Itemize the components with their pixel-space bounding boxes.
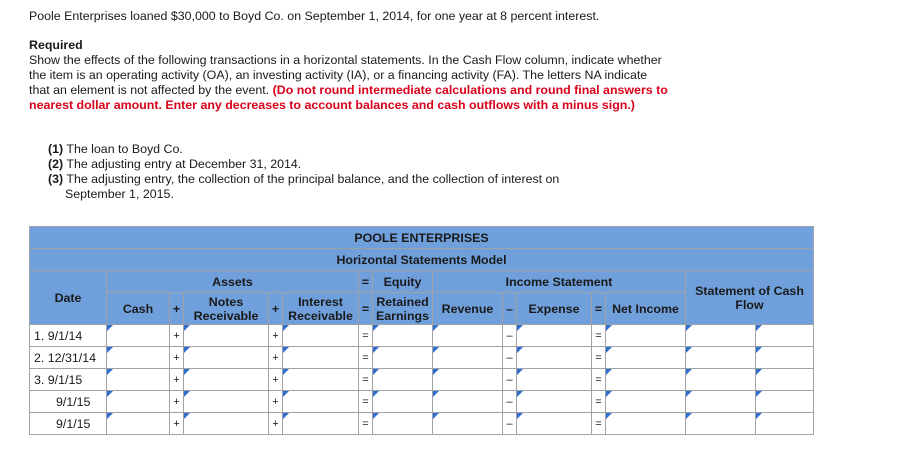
cash-input-cell bbox=[107, 391, 170, 413]
cash-input[interactable] bbox=[107, 326, 169, 345]
transaction-item-continued: September 1, 2015. bbox=[65, 187, 174, 201]
notes-receivable-input[interactable] bbox=[184, 370, 268, 389]
equals-sign: = bbox=[592, 391, 606, 413]
expense-input-cell bbox=[517, 369, 592, 391]
plus-sign: + bbox=[170, 391, 184, 413]
plus-sign: + bbox=[170, 369, 184, 391]
revenue-input-cell bbox=[433, 391, 503, 413]
interest-receivable-input[interactable] bbox=[283, 348, 358, 367]
cash-flow-activity-input-cell bbox=[756, 347, 814, 369]
equals-sign: = bbox=[359, 293, 373, 325]
revenue-input[interactable] bbox=[433, 392, 502, 411]
minus-sign: – bbox=[503, 413, 517, 435]
transaction-item: (2) The adjusting entry at December 31, 2014. bbox=[48, 157, 302, 171]
cash-flow-amount-input[interactable] bbox=[686, 414, 755, 433]
transaction-list bbox=[48, 142, 608, 202]
notes-receivable-input-cell bbox=[184, 413, 269, 435]
retained-earnings-input-cell bbox=[373, 413, 433, 435]
equals-sign: = bbox=[592, 413, 606, 435]
retained-earnings-input-cell bbox=[373, 369, 433, 391]
table-row bbox=[30, 413, 814, 435]
interest-receivable-input-cell bbox=[283, 325, 359, 347]
equals-sign: = bbox=[359, 271, 373, 293]
expense-input-cell bbox=[517, 325, 592, 347]
cash-input[interactable] bbox=[107, 414, 169, 433]
table-row bbox=[30, 347, 814, 369]
required-heading: Required bbox=[29, 38, 83, 52]
cash-flow-amount-input-cell bbox=[686, 325, 756, 347]
equals-sign: = bbox=[359, 391, 373, 413]
interest-receivable-input[interactable] bbox=[283, 326, 358, 345]
cash-input[interactable] bbox=[107, 392, 169, 411]
revenue-input-cell bbox=[433, 347, 503, 369]
net-income-input-cell bbox=[606, 391, 686, 413]
expense-input-cell bbox=[517, 413, 592, 435]
interest-receivable-header: Interest Receivable bbox=[283, 293, 359, 325]
minus-sign: – bbox=[503, 369, 517, 391]
retained-earnings-input-cell bbox=[373, 391, 433, 413]
revenue-input-cell bbox=[433, 413, 503, 435]
cash-flow-activity-input-cell bbox=[756, 413, 814, 435]
net-income-input-cell bbox=[606, 413, 686, 435]
cash-flow-amount-input-cell bbox=[686, 347, 756, 369]
equals-sign: = bbox=[359, 369, 373, 391]
assets-header: Assets bbox=[107, 271, 359, 293]
cash-flow-activity-input[interactable] bbox=[756, 370, 813, 389]
notes-receivable-input[interactable] bbox=[184, 348, 268, 367]
table-title: Horizontal Statements Model bbox=[30, 249, 814, 271]
net-income-input[interactable] bbox=[606, 348, 685, 367]
cash-flow-amount-input[interactable] bbox=[686, 370, 755, 389]
cash-input-cell bbox=[107, 347, 170, 369]
notes-receivable-input[interactable] bbox=[184, 392, 268, 411]
net-income-header: Net Income bbox=[606, 293, 686, 325]
date-header: Date bbox=[30, 271, 107, 325]
retained-earnings-input[interactable] bbox=[373, 414, 432, 433]
transaction-item: (1) The loan to Boyd Co. bbox=[48, 142, 183, 156]
plus-sign: + bbox=[269, 293, 283, 325]
notes-receivable-input[interactable] bbox=[184, 414, 268, 433]
cash-flow-activity-input-cell bbox=[756, 369, 814, 391]
notes-receivable-header: Notes Receivable bbox=[184, 293, 269, 325]
plus-sign: + bbox=[170, 413, 184, 435]
net-income-input[interactable] bbox=[606, 370, 685, 389]
transaction-item: (3) The adjusting entry, the collection of the principal balance, and the collection of interest on bbox=[48, 172, 560, 186]
plus-sign: + bbox=[170, 325, 184, 347]
cash-flow-activity-input[interactable] bbox=[756, 326, 813, 345]
minus-sign: – bbox=[503, 391, 517, 413]
net-income-input[interactable] bbox=[606, 392, 685, 411]
company-name: POOLE ENTERPRISES bbox=[30, 227, 814, 249]
interest-receivable-input-cell bbox=[283, 369, 359, 391]
rounding-warning: (Do not round intermediate calculations and round final answers to nearest dollar amount. Enter any decreases to account balances and cash outflows with a minus sign.) bbox=[29, 83, 668, 112]
cash-flow-activity-input[interactable] bbox=[756, 392, 813, 411]
cash-input-cell bbox=[107, 413, 170, 435]
required-instructions bbox=[29, 53, 669, 113]
table-row bbox=[30, 325, 814, 347]
cash-flow-amount-input[interactable] bbox=[686, 326, 755, 345]
retained-earnings-header: Retained Earnings bbox=[373, 293, 433, 325]
plus-sign: + bbox=[269, 413, 283, 435]
cash-flow-amount-input-cell bbox=[686, 413, 756, 435]
notes-receivable-input-cell bbox=[184, 369, 269, 391]
revenue-header: Revenue bbox=[433, 293, 503, 325]
row-date: 9/1/15 bbox=[30, 413, 107, 435]
cash-flow-activity-input-cell bbox=[756, 325, 814, 347]
equals-sign: = bbox=[592, 293, 606, 325]
equals-sign: = bbox=[592, 325, 606, 347]
table-row bbox=[30, 369, 814, 391]
cash-flow-activity-input[interactable] bbox=[756, 348, 813, 367]
equals-sign: = bbox=[359, 325, 373, 347]
interest-receivable-input-cell bbox=[283, 347, 359, 369]
net-income-input[interactable] bbox=[606, 414, 685, 433]
interest-receivable-input[interactable] bbox=[283, 392, 358, 411]
net-income-input[interactable] bbox=[606, 326, 685, 345]
equals-sign: = bbox=[592, 347, 606, 369]
cash-input[interactable] bbox=[107, 370, 169, 389]
notes-receivable-input-cell bbox=[184, 325, 269, 347]
minus-sign: – bbox=[503, 325, 517, 347]
retained-earnings-input[interactable] bbox=[373, 326, 432, 345]
plus-sign: + bbox=[170, 347, 184, 369]
interest-receivable-input-cell bbox=[283, 413, 359, 435]
minus-sign: – bbox=[503, 293, 517, 325]
cash-flow-amount-input-cell bbox=[686, 369, 756, 391]
cash-flow-amount-input[interactable] bbox=[686, 348, 755, 367]
revenue-input[interactable] bbox=[433, 348, 502, 367]
retained-earnings-input-cell bbox=[373, 347, 433, 369]
row-date: 9/1/15 bbox=[30, 391, 107, 413]
cash-input-cell bbox=[107, 369, 170, 391]
cash-flow-activity-input[interactable] bbox=[756, 414, 813, 433]
problem-statement: Poole Enterprises loaned $30,000 to Boyd Co. on September 1, 2014, for one year at 8 percent interest. bbox=[29, 9, 600, 23]
cash-input[interactable] bbox=[107, 348, 169, 367]
cash-flow-header: Statement of Cash Flow bbox=[686, 271, 814, 325]
plus-sign: + bbox=[269, 369, 283, 391]
revenue-input-cell bbox=[433, 325, 503, 347]
revenue-input-cell bbox=[433, 369, 503, 391]
plus-sign: + bbox=[269, 347, 283, 369]
expense-header: Expense bbox=[517, 293, 592, 325]
table-row bbox=[30, 391, 814, 413]
interest-receivable-input-cell bbox=[283, 391, 359, 413]
net-income-input-cell bbox=[606, 369, 686, 391]
problem-intro bbox=[29, 9, 669, 113]
cash-flow-amount-input-cell bbox=[686, 391, 756, 413]
cash-flow-amount-input[interactable] bbox=[686, 392, 755, 411]
expense-input-cell bbox=[517, 391, 592, 413]
plus-sign: + bbox=[269, 391, 283, 413]
horizontal-statements-table bbox=[29, 226, 814, 435]
revenue-input[interactable] bbox=[433, 326, 502, 345]
notes-receivable-input-cell bbox=[184, 391, 269, 413]
minus-sign: – bbox=[503, 347, 517, 369]
retained-earnings-input[interactable] bbox=[373, 370, 432, 389]
equals-sign: = bbox=[359, 347, 373, 369]
expense-input[interactable] bbox=[517, 392, 591, 411]
revenue-input[interactable] bbox=[433, 370, 502, 389]
expense-input-cell bbox=[517, 347, 592, 369]
retained-earnings-input-cell bbox=[373, 325, 433, 347]
expense-input[interactable] bbox=[517, 326, 591, 345]
equals-sign: = bbox=[592, 369, 606, 391]
interest-receivable-input[interactable] bbox=[283, 370, 358, 389]
cash-input-cell bbox=[107, 325, 170, 347]
retained-earnings-input[interactable] bbox=[373, 392, 432, 411]
expense-input[interactable] bbox=[517, 414, 591, 433]
net-income-input-cell bbox=[606, 347, 686, 369]
equals-sign: = bbox=[359, 413, 373, 435]
retained-earnings-input[interactable] bbox=[373, 348, 432, 367]
cash-flow-activity-input-cell bbox=[756, 391, 814, 413]
equity-header: Equity bbox=[373, 271, 433, 293]
interest-receivable-input[interactable] bbox=[283, 414, 358, 433]
row-date: 1. 9/1/14 bbox=[30, 325, 107, 347]
expense-input[interactable] bbox=[517, 370, 591, 389]
plus-sign: + bbox=[170, 293, 184, 325]
cash-header: Cash bbox=[107, 293, 170, 325]
row-date: 2. 12/31/14 bbox=[30, 347, 107, 369]
expense-input[interactable] bbox=[517, 348, 591, 367]
notes-receivable-input[interactable] bbox=[184, 326, 268, 345]
income-statement-header: Income Statement bbox=[433, 271, 686, 293]
instructions-text: Show the effects of the following transactions in a horizontal statements. In the Cash Flow column, indicate whether the item is an operating activity (OA), an investing activity (IA), or a financing activity (FA). The letters NA indicate that an element is not affected by the event. bbox=[29, 53, 662, 97]
revenue-input[interactable] bbox=[433, 414, 502, 433]
plus-sign: + bbox=[269, 325, 283, 347]
notes-receivable-input-cell bbox=[184, 347, 269, 369]
net-income-input-cell bbox=[606, 325, 686, 347]
row-date: 3. 9/1/15 bbox=[30, 369, 107, 391]
